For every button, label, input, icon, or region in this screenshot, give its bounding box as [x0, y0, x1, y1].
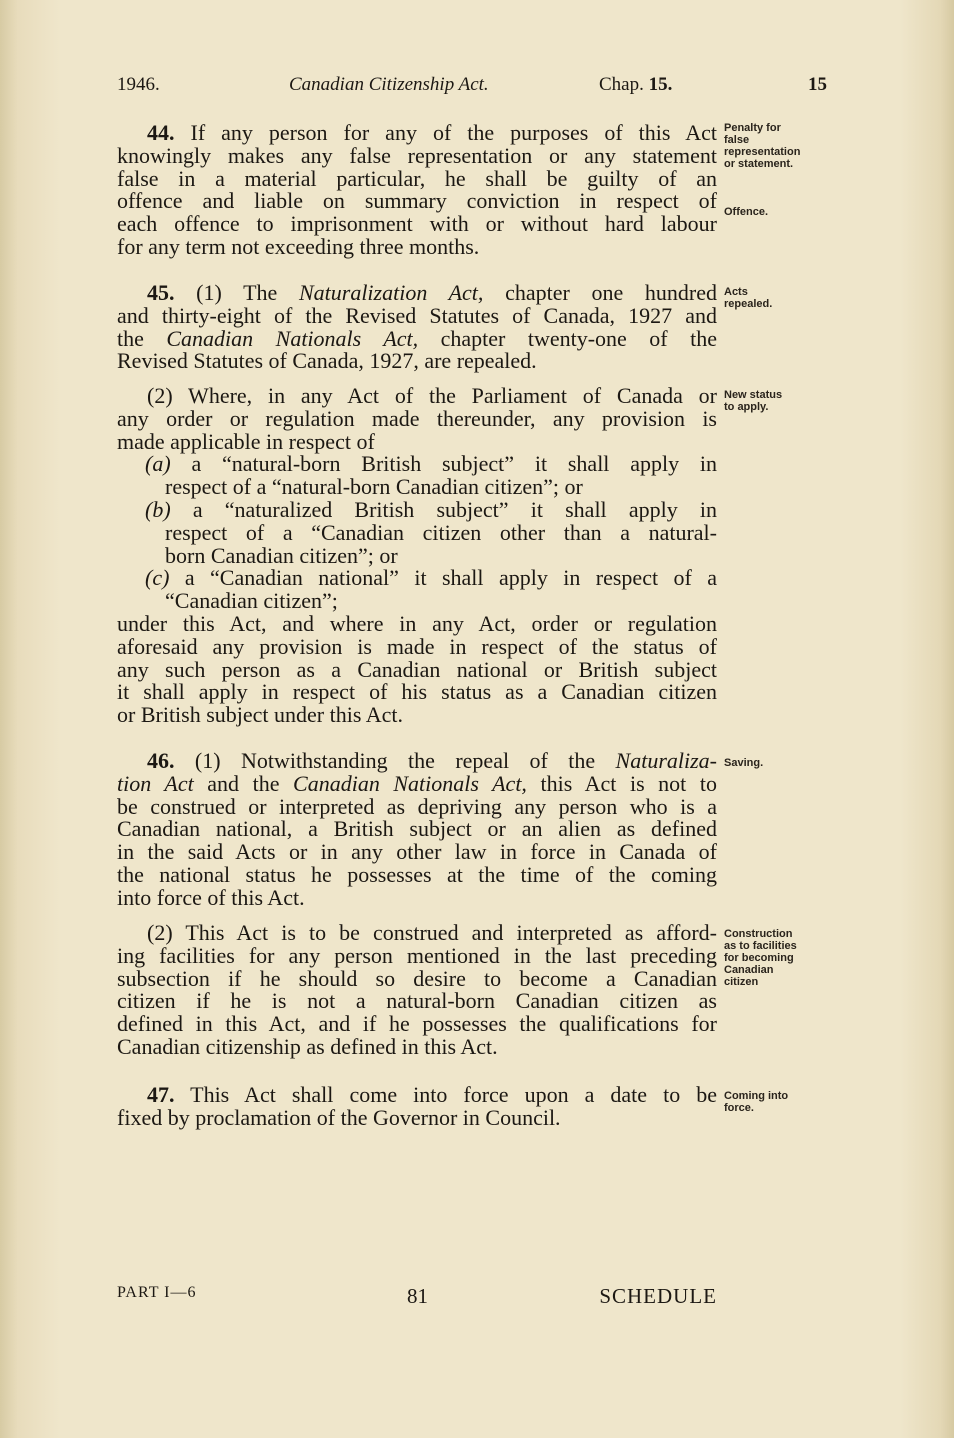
- footer-printer-number: 81: [407, 1284, 428, 1308]
- text-line: any such person as a Canadian national or British subject: [117, 656, 717, 682]
- section-45: [117, 282, 717, 373]
- margin-note-new-status: New status to apply.: [724, 389, 783, 413]
- text-line: or British subject under this Act.: [117, 702, 403, 728]
- text-line: defined in this Act, and if he possesses the qualifications for: [117, 1011, 717, 1037]
- margin-note-offence: Offence.: [724, 206, 769, 218]
- text-line: 46. (1) Notwithstanding the repeal of the Naturaliza-: [147, 748, 717, 773]
- header-chapter: [599, 74, 672, 96]
- text-line: aforesaid any provision is made in respect of the status of: [117, 633, 717, 659]
- text-line: the Canadian Nationals Act, chapter twenty-one of the: [117, 325, 717, 351]
- text-line: be construed or interpreted as depriving any person who is a: [117, 793, 717, 819]
- header-chapter-number: 15.: [648, 74, 673, 95]
- text-line: knowingly makes any false representation or any statement: [117, 142, 717, 168]
- text-line: into force of this Act.: [117, 884, 305, 910]
- margin-note-acts-repealed: Acts repealed.: [724, 286, 773, 310]
- text-line: 44. If any person for any of the purposes of this Act: [147, 120, 717, 145]
- section-45-subsection-2: [117, 385, 717, 727]
- header-act-title: Canadian Citizenship Act.: [289, 74, 489, 95]
- text-line: tion Act and the Canadian Nationals Act, this Act is not to: [117, 770, 717, 796]
- text-line: (2) This Act is to be construed and interpreted as afford-: [147, 920, 717, 945]
- section-number: 47.: [147, 1082, 175, 1107]
- text-line: offence and liable on summary conviction in respect of: [117, 188, 717, 214]
- text-line: each offence to imprisonment with or without hard labour: [117, 211, 717, 237]
- text-line: respect of a “Canadian citizen other than a natural-: [165, 519, 717, 545]
- header-chapter-label: Chap.: [599, 74, 644, 95]
- page-footer: [117, 1284, 717, 1314]
- margin-note-penalty: Penalty for false representation or statement.: [724, 122, 801, 170]
- text-line: the national status he possesses at the time of the coming: [117, 861, 717, 887]
- text-line: respect of a “natural-born Canadian citizen”; or: [165, 474, 583, 500]
- section-number: 44.: [147, 120, 175, 145]
- text-line: citizen if he is not a natural-born Canadian citizen as: [117, 988, 717, 1014]
- text-line: Revised Statutes of Canada, 1927, are repealed.: [117, 348, 537, 374]
- paragraph-b: (b) a “naturalized British subject” it shall apply in: [145, 496, 717, 522]
- running-header: [117, 74, 827, 100]
- text-line: “Canadian citizen”;: [165, 588, 338, 614]
- text-line: it shall apply in respect of his status as a Canadian citizen: [117, 679, 717, 705]
- text-line: for any term not exceeding three months.: [117, 233, 480, 259]
- text-line: false in a material particular, he shall be guilty of an: [117, 165, 717, 191]
- section-46-subsection-2: [117, 922, 717, 1059]
- text-line: Canadian citizenship as defined in this Act.: [117, 1033, 498, 1059]
- text-line: in the said Acts or in any other law in force in Canada of: [117, 839, 717, 865]
- header-year: 1946.: [117, 74, 160, 95]
- text-line: under this Act, and where in any Act, order or regulation: [117, 610, 717, 636]
- text-line: fixed by proclamation of the Governor in Council.: [117, 1104, 561, 1130]
- footer-part-signature: PART I—6: [117, 1284, 197, 1301]
- margin-note-construction: Construction as to facilities for becoming Canadian citizen: [724, 928, 797, 988]
- text-line: subsection if he should so desire to become a Canadian: [117, 965, 717, 991]
- text-line: made applicable in respect of: [117, 428, 375, 454]
- text-line: ing facilities for any person mentioned in the last preceding: [117, 942, 717, 968]
- footer-catchword: SCHEDULE: [599, 1284, 717, 1308]
- section-44: [117, 122, 717, 259]
- section-number: 45.: [147, 280, 175, 305]
- text-line: (2) Where, in any Act of the Parliament of Canada or: [147, 383, 717, 408]
- margin-note-coming-into-force: Coming into force.: [724, 1090, 789, 1114]
- text-line: 47. This Act shall come into force upon a date to be: [147, 1082, 717, 1107]
- margin-note-saving: Saving.: [724, 757, 764, 769]
- paragraph-c: (c) a “Canadian national” it shall apply in respect of a: [145, 565, 717, 591]
- paragraph-a: (a) a “natural-born British subject” it shall apply in: [145, 451, 717, 477]
- text-line: any order or regulation made thereunder, any provision is: [117, 405, 717, 431]
- section-46: [117, 750, 717, 910]
- section-47: [117, 1084, 717, 1130]
- text-line: and thirty-eight of the Revised Statutes of Canada, 1927 and: [117, 302, 717, 328]
- header-page-number: 15: [808, 74, 827, 95]
- text-line: 45. (1) The Naturalization Act, chapter one hundred: [147, 280, 718, 305]
- section-number: 46.: [147, 748, 175, 773]
- text-line: born Canadian citizen”; or: [165, 542, 398, 568]
- text-line: Canadian national, a British subject or an alien as defined: [117, 816, 717, 842]
